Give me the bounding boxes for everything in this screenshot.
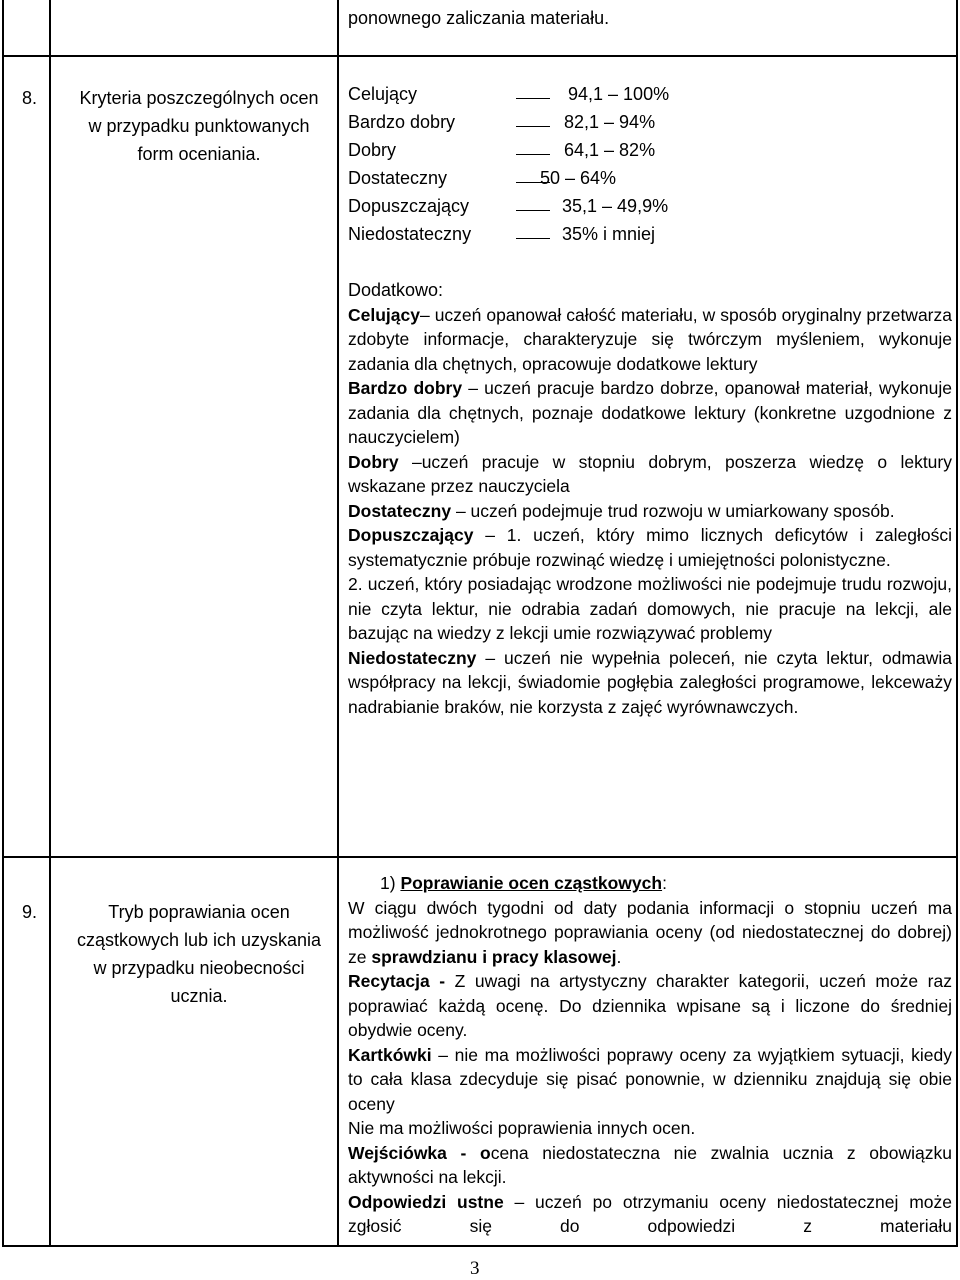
grade-row [348, 84, 948, 112]
grade-label: Dostateczny [348, 500, 452, 521]
grade-name: Celujący [348, 84, 418, 104]
criteria-dopuszczajacy-2: 2. uczeń, który posiadając wrodzone możliwości nie podejmuje trudu rozwoju, nie czyta lektur, nie odrabia zadań domowych, nie pracuje na lekcji, ale bazując na wiedzy z lekcji umie rozwiązywać problemy [348, 574, 952, 643]
row-divider-7-8 [2, 55, 958, 57]
rule-recytacja [348, 969, 952, 1043]
rule-text: W ciągu dwóch tygodni od daty podania informacji o stopniu uczeń ma możliwość jednokrotnego poprawiania oceny (od niedostatecznej do dobrej) ze [348, 897, 952, 967]
rule-odpowiedzi [348, 1190, 952, 1239]
grade-dash [516, 154, 550, 155]
table-border-left [2, 0, 4, 1247]
grade-row [348, 112, 948, 140]
grade-row [348, 224, 948, 252]
criteria-dopuszczajacy [348, 523, 952, 572]
grade-row [348, 140, 948, 168]
grade-dash [516, 210, 550, 211]
table-border-bottom [2, 1245, 958, 1247]
grade-row [348, 168, 948, 196]
row7-text: ponownego zaliczania materiału. [348, 8, 610, 28]
section-heading [348, 871, 952, 896]
row8-number: 8. [22, 88, 38, 108]
table-border-right [956, 0, 958, 1247]
grade-range: 35% i mniej [562, 224, 656, 244]
grade-label: Niedostateczny [348, 647, 477, 668]
grade-range: 94,1 – 100% [568, 84, 670, 104]
grade-dash [516, 126, 550, 127]
rule-text: – nie ma możliwości poprawy oceny za wyjątkiem sytuacji, kiedy to cała klasa zdecyduje się pisać ponownie, w dzienniku znajdują się obie oceny [348, 1044, 952, 1114]
additional-label: Dodatkowo: [348, 280, 444, 300]
grade-name: Dostateczny [348, 168, 448, 188]
grade-scale [348, 84, 948, 252]
criteria-table [2, 0, 958, 1247]
criteria-bardzo-dobry [348, 376, 952, 450]
grade-row [348, 196, 948, 224]
grade-label: Dobry [348, 451, 399, 472]
rule-sprawdzian [348, 896, 952, 970]
criteria-celujacy [348, 303, 952, 377]
table-column-divider-2 [337, 0, 339, 1247]
grade-dash [516, 98, 550, 99]
additional-criteria [348, 278, 952, 719]
heading-number: 1) [380, 873, 396, 893]
rule-label: Recytacja - [348, 971, 446, 991]
grade-range: 50 – 64% [540, 168, 617, 188]
row9-number: 9. [22, 902, 38, 922]
rule-no-other: Nie ma możliwości poprawienia innych ocen. [348, 1118, 696, 1138]
grade-label: Dopuszczający [348, 525, 474, 545]
criteria-dostateczny [348, 499, 952, 524]
grade-description: –uczeń pracuje w stopniu dobrym, poszerza wiedzę o lektury wskazane przez nauczyciela [348, 451, 952, 496]
rule-text-end: . [616, 946, 622, 967]
grade-name: Dopuszczający [348, 196, 470, 216]
grade-dash [516, 238, 550, 239]
grade-label: Celujący [348, 304, 420, 325]
row9-title: Tryb poprawiania ocen cząstkowych lub ich uzyskania w przypadku nieobecności ucznia. [76, 902, 322, 1006]
rule-text: Z uwagi na artystyczny charakter kategorii, uczeń może raz poprawiać każdą ocenę. Do dziennika wpisane są i liczone do średniej obydwie oceny. [348, 971, 952, 1040]
rule-label: Wejściówka - o [348, 1142, 491, 1163]
grade-description: – uczeń podejmuje trud rozwoju w umiarkowany sposób. [451, 500, 895, 521]
rule-text: cena niedostateczna nie zwalnia ucznia z obowiązku aktywności na lekcji. [348, 1142, 952, 1187]
rule-bold-text: sprawdzianu i pracy klasowej [371, 946, 617, 967]
rule-wejsciowka [348, 1141, 952, 1190]
page-number: 3 [470, 1258, 480, 1279]
grade-description: – uczeń nie wypełnia poleceń, nie czyta lektur, odmawia współpracy na lekcji, świadomie pogłębia zaległości programowe, lekceważy nadrabianie braków, nie korzysta z zajęć wyrównawczych. [348, 647, 952, 717]
grade-range: 64,1 – 82% [564, 140, 656, 160]
rule-label: Odpowiedzi ustne [348, 1191, 504, 1212]
criteria-niedostateczny [348, 646, 952, 720]
grade-label: Bardzo dobry [348, 378, 463, 398]
grade-name: Bardzo dobry [348, 112, 456, 132]
grade-name: Dobry [348, 140, 397, 160]
rule-text: – uczeń po otrzymaniu oceny niedostatecznej może zgłosić się do odpowiedzi z materiału [348, 1191, 952, 1236]
table-column-divider-1 [49, 0, 51, 1247]
correction-rules [348, 871, 952, 1239]
grade-name: Niedostateczny [348, 224, 472, 244]
grade-range: 82,1 – 94% [564, 112, 656, 132]
heading-text: Poprawianie ocen cząstkowych [400, 873, 663, 893]
rule-label: Kartkówki [348, 1044, 432, 1065]
row8-title: Kryteria poszczególnych ocen w przypadku punktowanych form oceniania. [79, 88, 319, 164]
grade-description: – uczeń pracuje bardzo dobrze, opanował materiał, wykonuje zadania dla chętnych, poznaje dodatkowe lektury (konkretne uzgodnione z nauczycielem) [348, 378, 952, 447]
grade-range: 35,1 – 49,9% [562, 196, 669, 216]
grade-description: – 1. uczeń, który mimo licznych deficytów i zaległości systematycznie próbuje rozwinąć wiedzę i umiejętności polonistyczne. [348, 525, 952, 570]
heading-colon: : [662, 873, 667, 893]
grade-description: – uczeń opanował całość materiału, w sposób oryginalny przetwarza zdobyte informacje, charakteryzuje się twórczym myśleniem, wykonuje zadania dla chętnych, opracowuje dodatkowe lektury [348, 304, 952, 374]
rule-kartkowki [348, 1043, 952, 1117]
criteria-dobry [348, 450, 952, 499]
row-divider-8-9 [2, 856, 958, 858]
